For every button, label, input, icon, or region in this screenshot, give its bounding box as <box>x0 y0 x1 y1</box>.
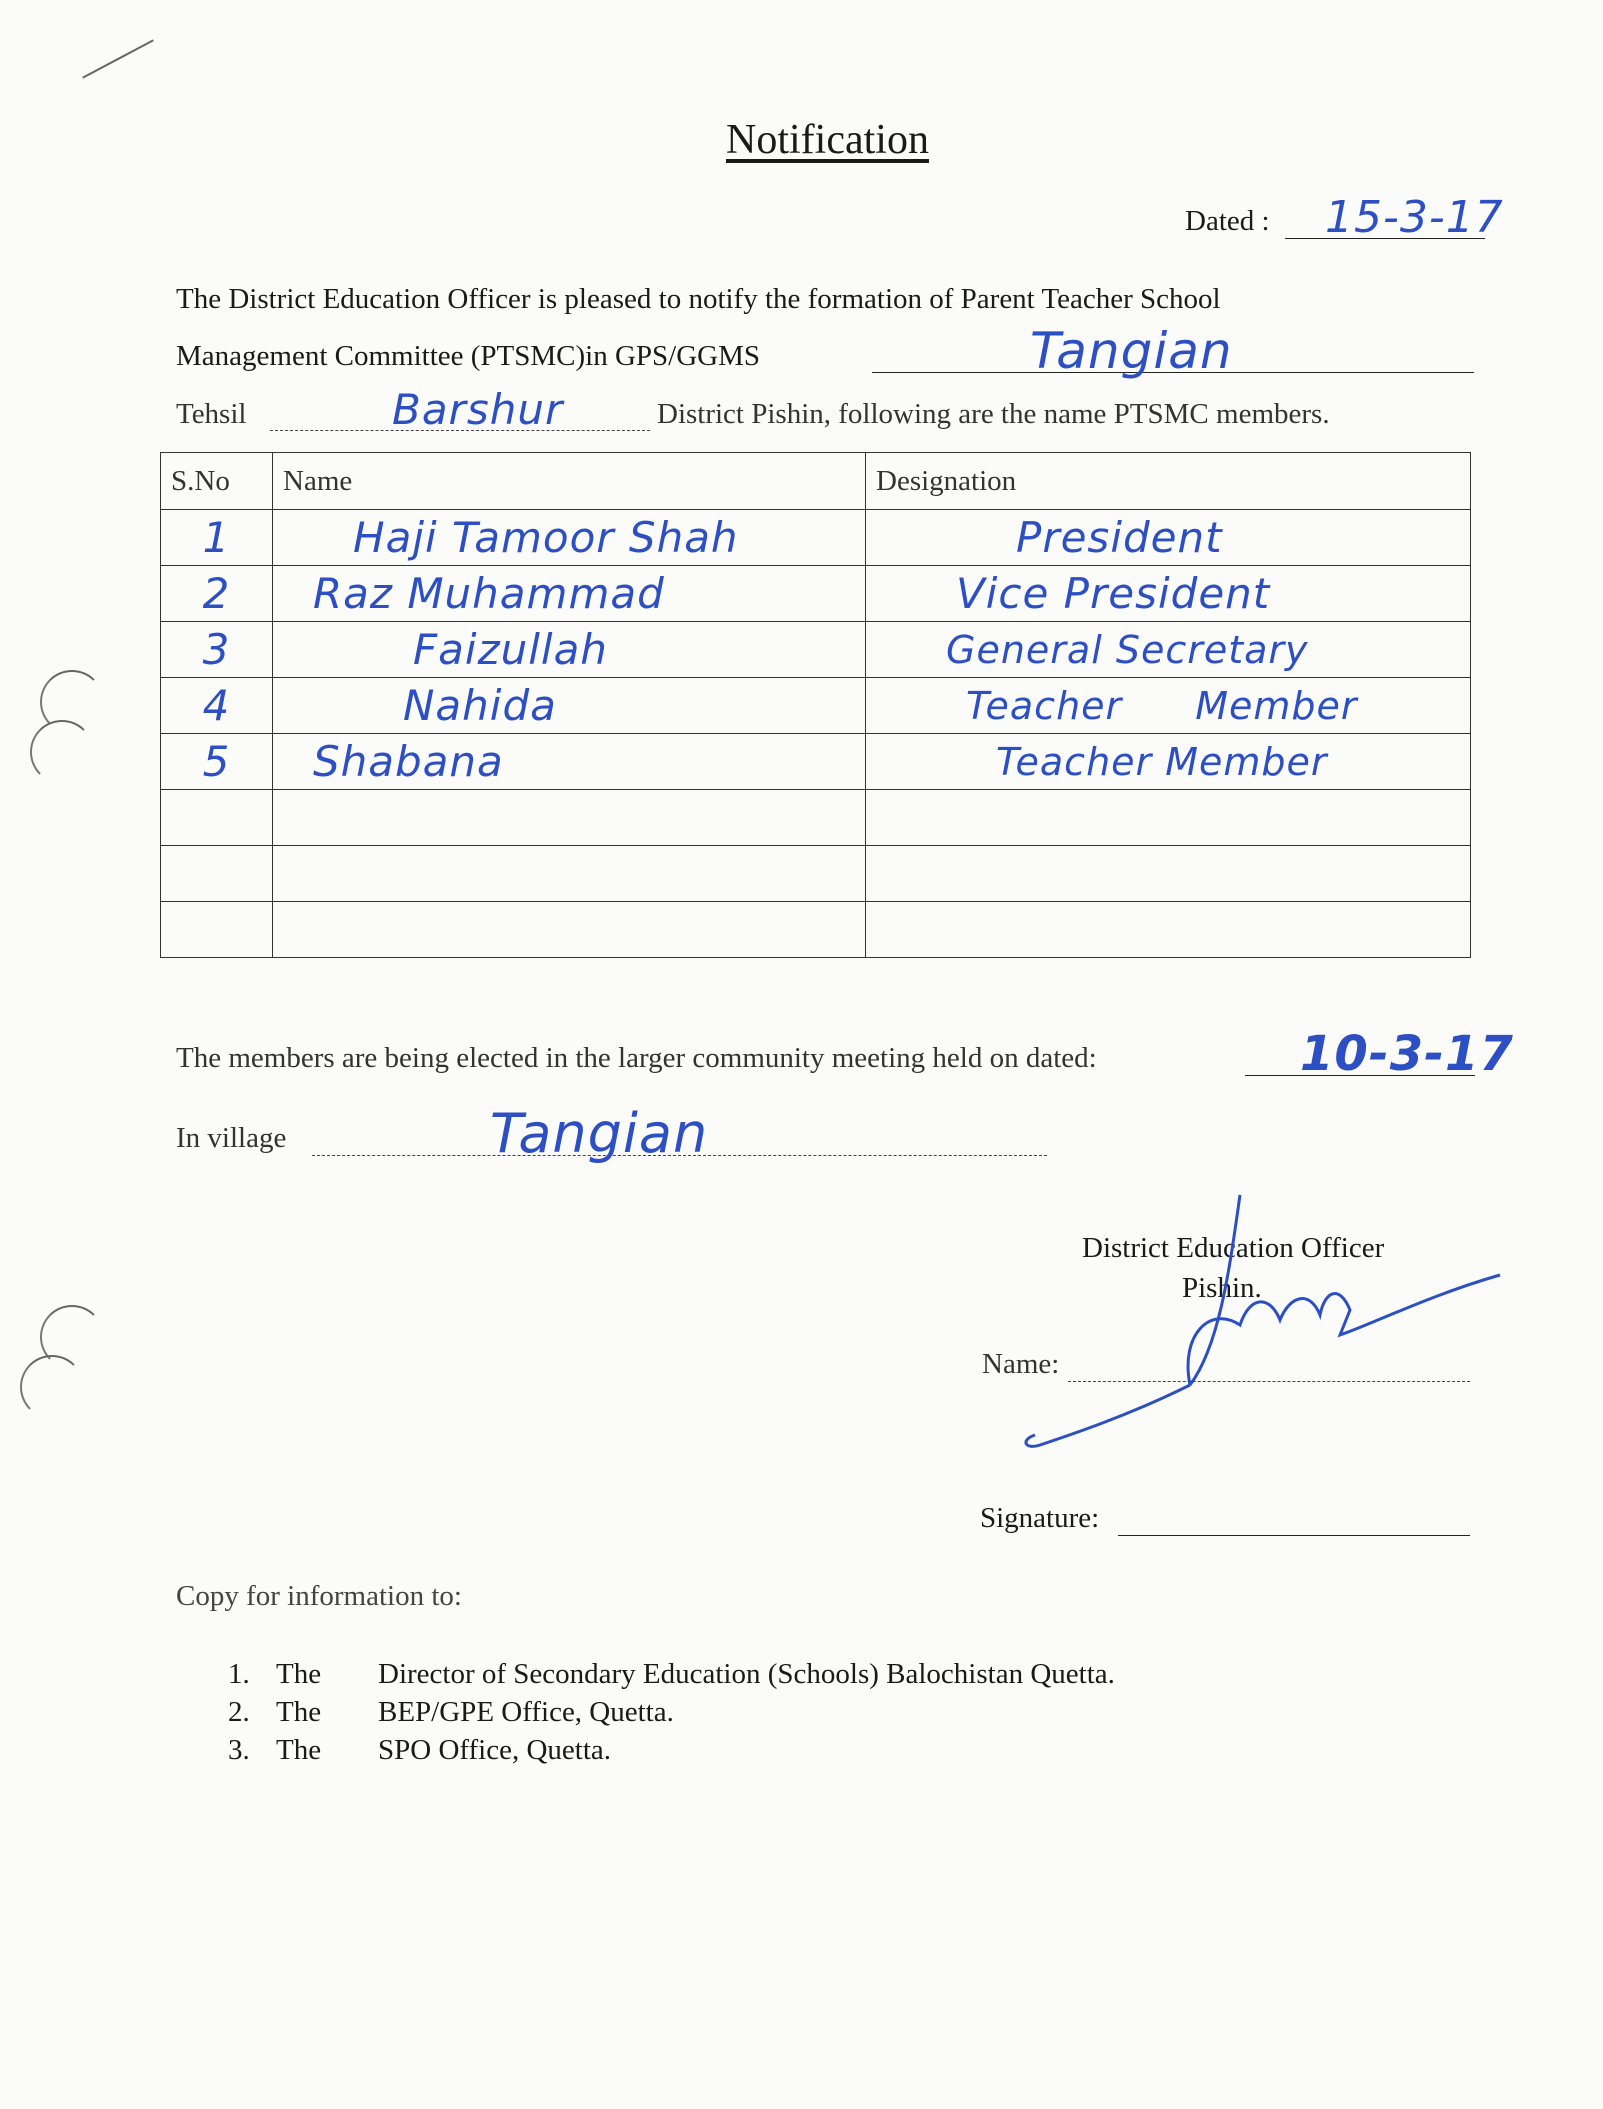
table-row <box>161 790 1471 846</box>
page-title: Notification <box>726 117 929 163</box>
intro-line-2: Management Committee (PTSMC)in GPS/GGMS <box>176 340 761 372</box>
punch-hole-mark <box>20 1355 84 1419</box>
name-line <box>1068 1381 1470 1382</box>
tehsil-value: Barshur <box>392 385 564 434</box>
table-row <box>161 566 1471 622</box>
header-name: Name <box>273 453 866 510</box>
row-name <box>273 790 866 846</box>
intro-line-1: The District Education Officer is pleased to notify the formation of Parent Teacher School <box>176 283 1221 315</box>
row-sno: 4 <box>161 678 273 734</box>
row-name: Faizullah <box>273 622 866 678</box>
village-value: Tangian <box>490 1102 709 1165</box>
row-name: Raz Muhammad <box>273 566 866 622</box>
table-row <box>161 902 1471 958</box>
table-row <box>161 622 1471 678</box>
copy-item-the: The <box>276 1696 322 1728</box>
signature-scribble <box>1010 1185 1510 1465</box>
table-header-row <box>161 453 1471 510</box>
row-name: Shabana <box>273 734 866 790</box>
row-name <box>273 846 866 902</box>
dated-label: Dated : <box>1185 205 1270 237</box>
name-label: Name: <box>982 1348 1060 1380</box>
table-row <box>161 678 1471 734</box>
row-designation <box>866 902 1471 958</box>
copy-item-text: SPO Office, Quetta. <box>378 1734 612 1766</box>
row-name <box>273 902 866 958</box>
row-sno <box>161 846 273 902</box>
school-value: Tangian <box>1030 322 1233 380</box>
copy-item-number: 3. <box>228 1734 250 1766</box>
intro-line-3: District Pishin, following are the name PTSMC members. <box>657 398 1330 430</box>
row-name: Haji Tamoor Shah <box>273 510 866 566</box>
row-name: Nahida <box>273 678 866 734</box>
table-row <box>161 846 1471 902</box>
header-designation: Designation <box>866 453 1471 510</box>
row-sno <box>161 790 273 846</box>
row-designation: Teacher Member <box>866 734 1471 790</box>
village-label: In village <box>176 1122 287 1154</box>
row-designation: President <box>866 510 1471 566</box>
copy-item-the: The <box>276 1734 322 1766</box>
row-sno <box>161 902 273 958</box>
row-designation <box>866 846 1471 902</box>
row-designation: Teacher Member <box>866 678 1471 734</box>
dated-value: 15-3-17 <box>1325 192 1504 243</box>
pen-stroke-mark <box>82 39 154 78</box>
tehsil-label: Tehsil <box>176 398 247 430</box>
copy-item-text: BEP/GPE Office, Quetta. <box>378 1696 674 1728</box>
table-row <box>161 510 1471 566</box>
copy-heading: Copy for information to: <box>176 1580 462 1612</box>
row-sno: 5 <box>161 734 273 790</box>
header-sno: S.No <box>161 453 273 510</box>
copy-item-the: The <box>276 1658 322 1690</box>
table-row <box>161 734 1471 790</box>
meeting-date-value: 10-3-17 <box>1300 1026 1514 1082</box>
row-designation <box>866 790 1471 846</box>
signature-label: Signature: <box>980 1502 1100 1534</box>
meeting-label: The members are being elected in the larger community meeting held on dated: <box>176 1042 1097 1074</box>
copy-item-number: 2. <box>228 1696 250 1728</box>
members-table <box>160 452 1471 958</box>
row-sno: 2 <box>161 566 273 622</box>
copy-item-number: 1. <box>228 1658 250 1690</box>
punch-hole-mark <box>30 720 94 784</box>
officer-title: District Education Officer <box>1082 1232 1385 1264</box>
signature-line <box>1118 1535 1470 1536</box>
row-designation: General Secretary <box>866 622 1471 678</box>
officer-location: Pishin. <box>1182 1272 1262 1304</box>
row-designation: Vice President <box>866 566 1471 622</box>
copy-item-text: Director of Secondary Education (Schools) Balochistan Quetta. <box>378 1658 1115 1690</box>
row-sno: 3 <box>161 622 273 678</box>
row-sno: 1 <box>161 510 273 566</box>
